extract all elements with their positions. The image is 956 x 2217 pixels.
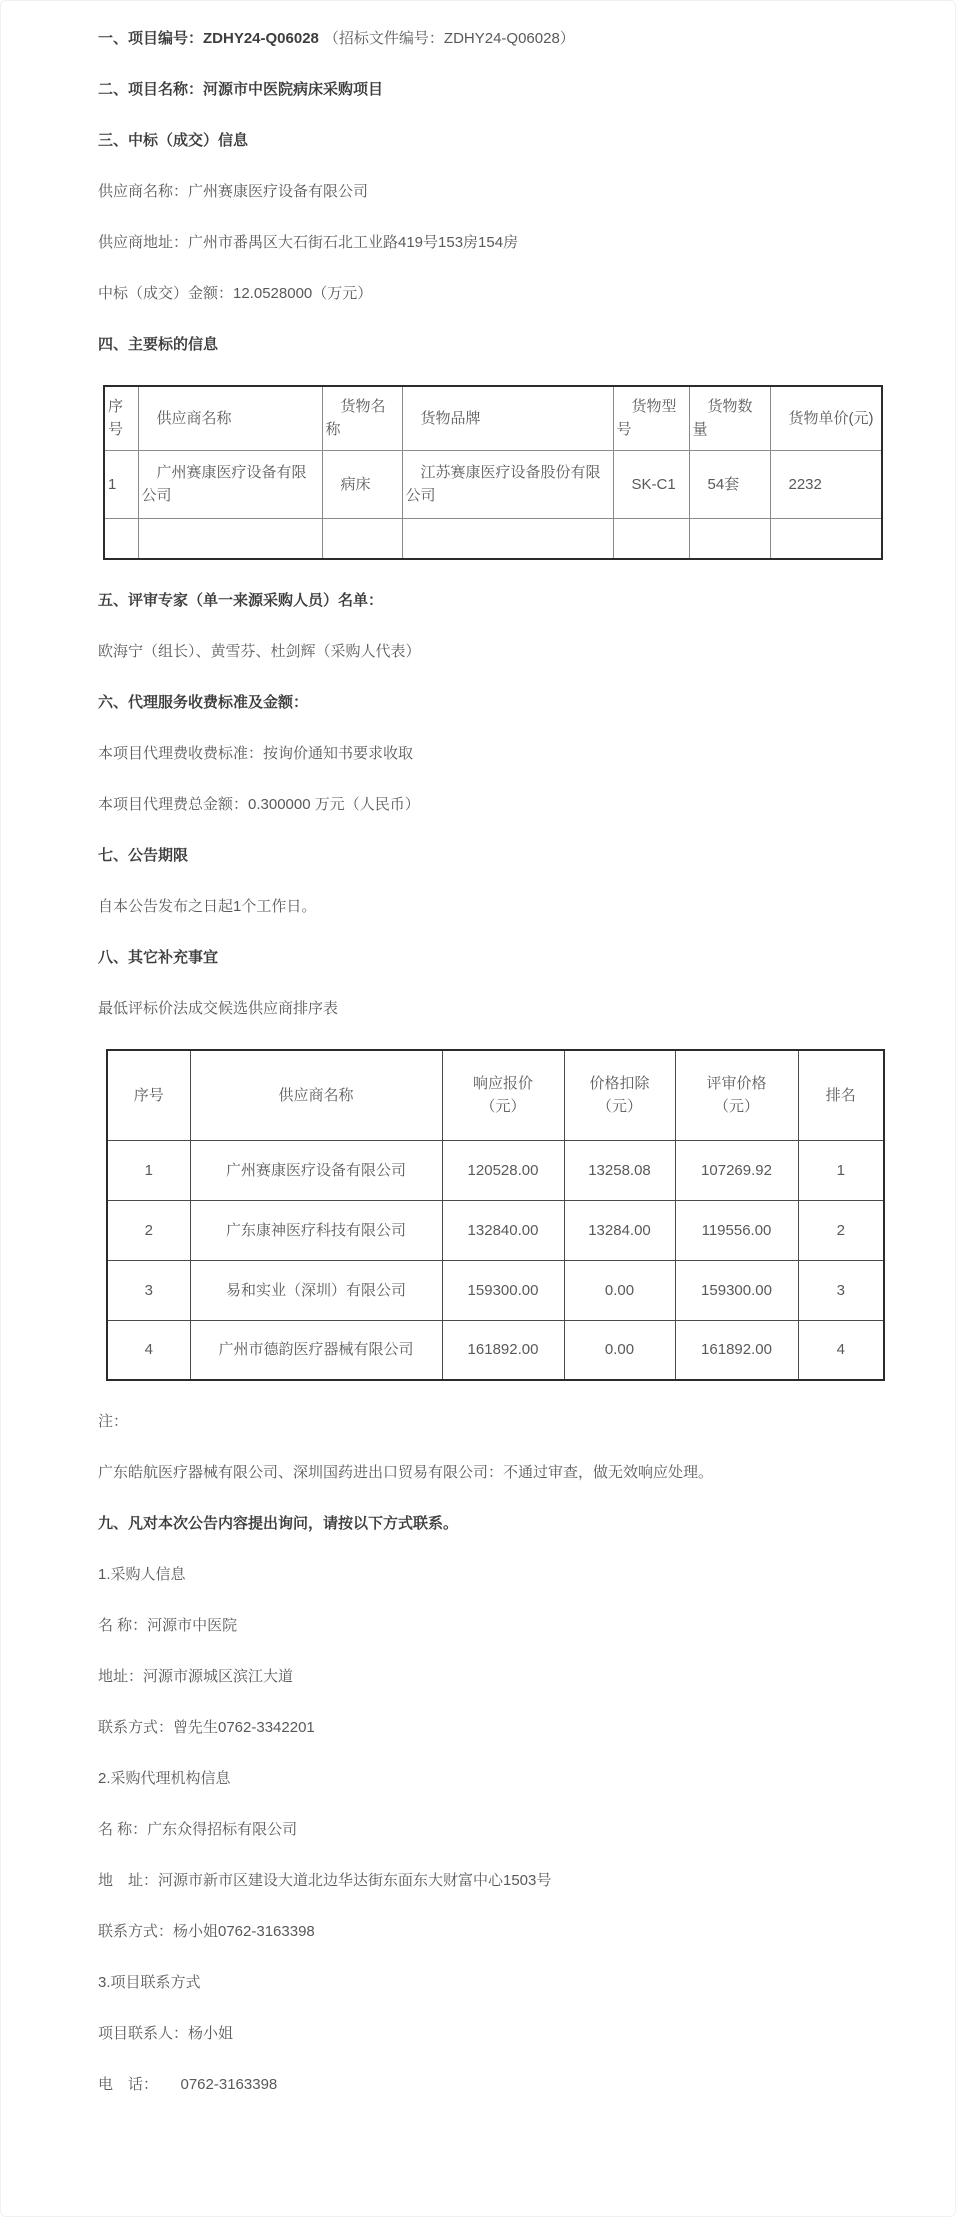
table-cell: 2	[107, 1200, 190, 1260]
main-subject-table	[103, 385, 883, 560]
header-line: （元）	[480, 1098, 526, 1116]
header-line: 响应报价	[472, 1075, 533, 1093]
project-phone-line: 电 话： 0762-3163398	[98, 2076, 278, 2093]
table-cell: 0.00	[564, 1260, 675, 1320]
ranking-table-title: 最低评标价法成交候选供应商排序表	[98, 1000, 339, 1017]
table-cell: 159300.00	[442, 1260, 564, 1320]
table-cell: 广东康神医疗科技有限公司	[190, 1200, 442, 1260]
agency-info-title: 2.采购代理机构信息	[98, 1770, 231, 1787]
header-line: 序号	[133, 1086, 164, 1104]
purchaser-info-title: 1.采购人信息	[98, 1566, 186, 1583]
table-header-cell	[675, 1050, 798, 1140]
table-header-cell: 货物型号	[613, 386, 689, 450]
table-cell: 广州赛康医疗设备有限公司	[190, 1140, 442, 1200]
table-header-cell	[798, 1050, 884, 1140]
table-cell: 13284.00	[564, 1200, 675, 1260]
project-number-text: 一、项目编号：ZDHY24-Q06028	[98, 30, 319, 47]
main-subject-table-header-row	[104, 386, 882, 450]
table-cell: 0.00	[564, 1320, 675, 1380]
header-line: （元）	[596, 1098, 642, 1116]
table-cell: 159300.00	[675, 1260, 798, 1320]
table-cell: 易和实业（深圳）有限公司	[190, 1260, 442, 1320]
header-line: （元）	[713, 1098, 759, 1116]
main-subject-table-empty-row	[104, 518, 882, 559]
section-8-heading: 八、其它补充事宜	[98, 949, 219, 966]
table-cell: 江苏赛康医疗设备股份有限公司	[402, 450, 613, 518]
table-cell-empty	[689, 518, 770, 559]
table-header-cell	[442, 1050, 564, 1140]
table-header-cell: 货物单价(元)	[770, 386, 882, 450]
section-1-heading	[98, 28, 885, 49]
project-contact-title: 3.项目联系方式	[98, 1974, 201, 1991]
table-cell: 119556.00	[675, 1200, 798, 1260]
announcement-period-line: 自本公告发布之日起1个工作日。	[98, 898, 317, 915]
section-4-heading: 四、主要标的信息	[98, 336, 219, 353]
table-cell: 广州市德韵医疗器械有限公司	[190, 1320, 442, 1380]
main-subject-table-row	[104, 450, 882, 518]
table-cell: 2232	[770, 450, 882, 518]
table-cell: 132840.00	[442, 1200, 564, 1260]
agency-fee-total-line: 本项目代理费总金额：0.300000 万元（人民币）	[98, 796, 420, 813]
table-cell: 广州赛康医疗设备有限公司	[138, 450, 322, 518]
ranking-table-header-row	[107, 1050, 884, 1140]
table-header-cell: 序号	[104, 386, 138, 450]
header-line: 价格扣除	[589, 1075, 650, 1093]
table-cell: 2	[798, 1200, 884, 1260]
supplier-name-line: 供应商名称：广州赛康医疗设备有限公司	[98, 183, 369, 200]
agency-contact-line: 联系方式：杨小姐0762-3163398	[98, 1923, 315, 1940]
experts-line: 欧海宁（组长）、黄雪芬、杜剑辉（采购人代表）	[98, 643, 421, 660]
note-text: 广东皓航医疗器械有限公司、深圳国药进出口贸易有限公司：不通过审查，做无效响应处理。	[98, 1464, 714, 1481]
table-cell: 120528.00	[442, 1140, 564, 1200]
agency-fee-standard-line: 本项目代理费收费标准：按询价通知书要求收取	[98, 745, 414, 762]
table-cell-empty	[138, 518, 322, 559]
ranking-table-row	[107, 1140, 884, 1200]
table-cell: 107269.92	[675, 1140, 798, 1200]
header-line: 排名	[825, 1086, 856, 1104]
ranking-table-row	[107, 1320, 884, 1380]
table-cell: 1	[107, 1140, 190, 1200]
table-header-cell	[190, 1050, 442, 1140]
purchaser-contact-line: 联系方式：曾先生0762-3342201	[98, 1719, 315, 1736]
agency-address-line: 地 址：河源市新市区建设大道北边华达街东面东大财富中心1503号	[98, 1872, 552, 1889]
table-header-cell: 货物品牌	[402, 386, 613, 450]
section-2-heading: 二、项目名称：河源市中医院病床采购项目	[98, 81, 384, 98]
table-header-cell: 货物数量	[689, 386, 770, 450]
ranking-table-row	[107, 1200, 884, 1260]
project-contact-person-line: 项目联系人：杨小姐	[98, 2025, 234, 2042]
ranking-table-row	[107, 1260, 884, 1320]
table-header-cell: 供应商名称	[138, 386, 322, 450]
table-cell-empty	[613, 518, 689, 559]
purchaser-name-line: 名 称：河源市中医院	[98, 1617, 238, 1634]
table-cell: 1	[798, 1140, 884, 1200]
table-cell: 13258.08	[564, 1140, 675, 1200]
header-line: 供应商名称	[278, 1086, 354, 1104]
table-cell-empty	[322, 518, 402, 559]
table-cell: 1	[104, 450, 138, 518]
table-cell: 54套	[689, 450, 770, 518]
table-cell-empty	[402, 518, 613, 559]
table-cell: SK-C1	[613, 450, 689, 518]
note-label: 注：	[98, 1413, 129, 1430]
section-6-heading: 六、代理服务收费标准及金额：	[98, 694, 309, 711]
supplier-address-line: 供应商地址：广州市番禺区大石街石北工业路419号153房154房	[98, 234, 519, 251]
table-header-cell	[107, 1050, 190, 1140]
supplier-ranking-table	[106, 1049, 885, 1381]
award-amount-line: 中标（成交）金额：12.0528000（万元）	[98, 285, 373, 302]
table-header-cell	[564, 1050, 675, 1140]
section-3-heading: 三、中标（成交）信息	[98, 132, 249, 149]
section-5-heading: 五、评审专家（单一来源采购人员）名单：	[98, 592, 384, 609]
table-cell: 3	[798, 1260, 884, 1320]
table-cell-empty	[770, 518, 882, 559]
table-cell: 4	[107, 1320, 190, 1380]
table-cell: 161892.00	[675, 1320, 798, 1380]
table-cell: 病床	[322, 450, 402, 518]
section-7-heading: 七、公告期限	[98, 847, 189, 864]
table-cell: 4	[798, 1320, 884, 1380]
tender-doc-number-text: （招标文件编号：ZDHY24-Q06028）	[323, 30, 575, 47]
section-9-heading: 九、凡对本次公告内容提出询问，请按以下方式联系。	[98, 1515, 459, 1532]
table-cell: 161892.00	[442, 1320, 564, 1380]
table-cell: 3	[107, 1260, 190, 1320]
table-header-cell: 货物名称	[322, 386, 402, 450]
header-line: 评审价格	[706, 1075, 767, 1093]
table-cell-empty	[104, 518, 138, 559]
purchaser-address-line: 地址：河源市源城区滨江大道	[98, 1668, 294, 1685]
agency-name-line: 名 称：广东众得招标有限公司	[98, 1821, 298, 1838]
